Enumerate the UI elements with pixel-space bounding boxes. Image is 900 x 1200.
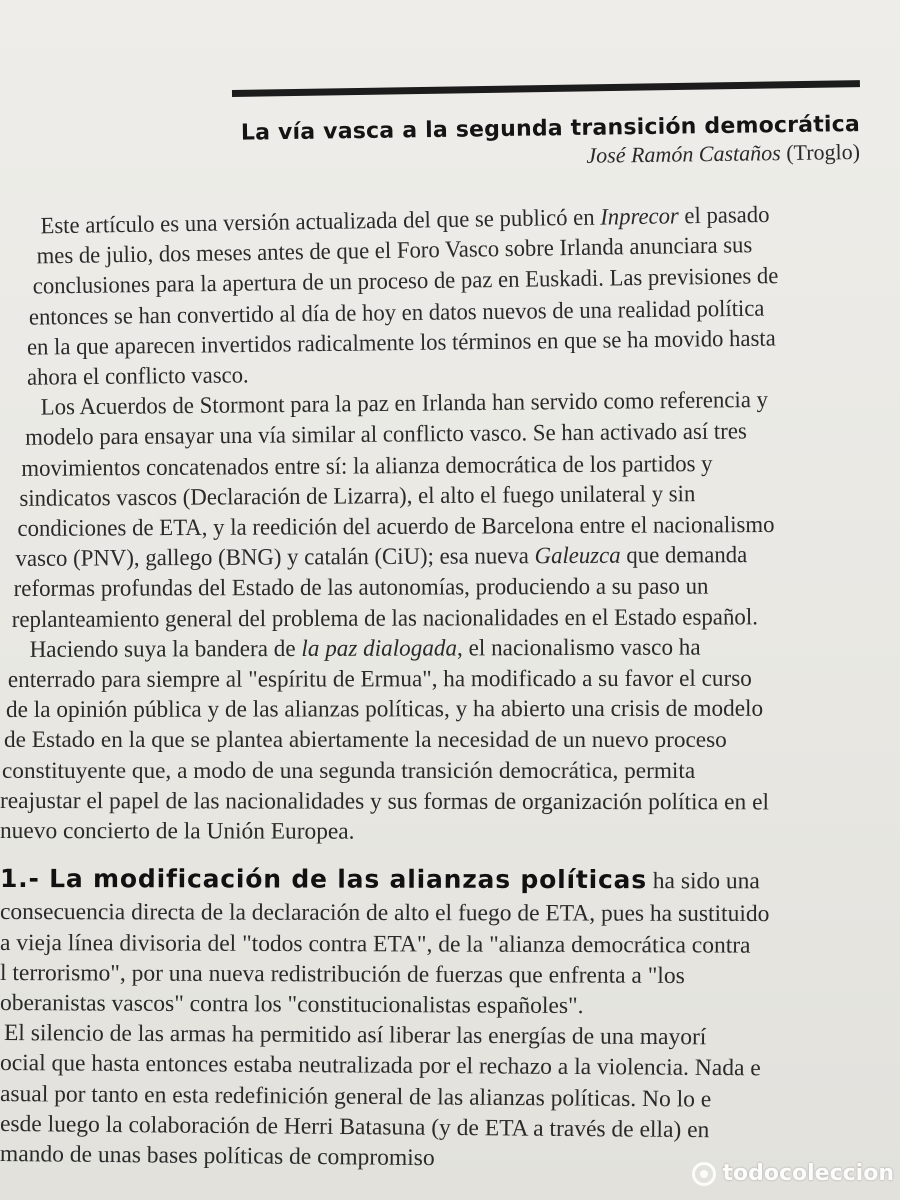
text-segment: en la que aparecen invertidos radicalmente los términos en que se ha movido hasta (26, 325, 776, 361)
text-segment: movimientos concatenados entre sí: la alianza democrática de los partidos y (21, 450, 713, 482)
watermark-text: todocoleccion (722, 1161, 894, 1186)
text-segment: conclusiones para la apertura de un proceso de paz en Euskadi. Las previsiones de (32, 263, 779, 300)
italic-text: la paz dialogada (301, 635, 458, 662)
text-segment: sindicatos vascos (Declaración de Lizarra), el alto el fuego unilateral y sin (19, 480, 696, 512)
header-rule (232, 80, 860, 97)
italic-text: Galeuzca (534, 542, 621, 570)
text-line (0, 509, 873, 544)
text-line (0, 897, 900, 930)
text-segment: , el nacionalismo vasco ha (456, 634, 701, 662)
text-segment: modelo para ensayar una vía similar al conflicto vasco. Se han activado así tres (25, 418, 747, 452)
text-segment: mando de unas bases políticas de compromiso (0, 1141, 435, 1172)
watermark (692, 1161, 894, 1186)
text-line (0, 663, 887, 695)
section-heading: 1.- La modificación de las alianzas políticas (0, 864, 647, 895)
text-segment: replanteamiento general del problema de las nacionalidades en el Estado español. (11, 603, 759, 633)
text-line (0, 478, 873, 514)
text-segment: de la opinión pública y de las alianzas políticas, y ha abierto una crisis de modelo (5, 695, 764, 724)
text-segment: condiciones de ETA, y la reedición del acuerdo de Barcelona entre el nacionalismo (17, 511, 775, 542)
article-body (0, 201, 900, 1172)
text-segment: ha sido una (646, 868, 760, 895)
author-alias: (Troglo) (786, 139, 861, 166)
author-name: José Ramón Castaños (586, 140, 781, 168)
text-segment: l terrorismo", por una nueva redistribución de fuerzas que enfrenta a "los (0, 959, 685, 989)
text-line (0, 602, 878, 635)
text-segment: nuevo concierto de la Unión Europea. (0, 818, 355, 845)
text-line (0, 694, 891, 726)
text-line (0, 816, 896, 848)
article-header (220, 112, 861, 168)
article-title: La vía vasca a la segunda transición democrática (240, 112, 861, 146)
text-line (0, 988, 900, 1023)
text-segment: Este artículo es una versión actualizada del que se publicó en (40, 204, 601, 240)
text-segment: el pasado (678, 201, 770, 230)
text-segment: que demanda (620, 542, 748, 569)
text-segment: asual por tanto en esta redefinición general de las alianzas políticas. No lo e (0, 1080, 712, 1113)
text-segment: constituyente que, a modo de una segunda transición democrática, permita (1, 757, 696, 784)
text-line (0, 928, 900, 961)
text-segment: esde luego la colaboración de Herri Batasuna (y de ETA a través de ella) en (0, 1110, 710, 1144)
text-segment: de Estado en la que se plantea abiertamente la necesidad de un nuevo proceso (3, 727, 727, 754)
text-segment: reajustar el papel de las nacionalidades y sus formas de organización política en el (0, 787, 769, 816)
text-segment: ahora el conflicto vasco. (26, 362, 249, 391)
text-segment: reformas profundas del Estado de las autonomías, produciendo a su paso un (13, 573, 709, 603)
text-line (0, 632, 887, 665)
text-segment: ocial que hasta entonces estaba neutralizada por el rechazo a la violencia. Nada e (0, 1050, 761, 1082)
text-segment: enterrado para siempre al "espíritu de Ermua", ha modificado a su favor el curso (7, 665, 752, 694)
text-segment: entonces se han convertido al día de hoy en datos nuevos de una realidad política (28, 295, 765, 331)
text-line (0, 540, 873, 575)
text-segment: a vieja línea divisoria del "todos contra ETA", de la "alianza democrática contra (0, 929, 751, 959)
italic-text: Inprecor (600, 203, 679, 231)
text-segment: mes de julio, dos meses antes de que el Foro Vasco sobre Irlanda anunciara sus (36, 232, 753, 270)
text-line (0, 571, 878, 604)
text-segment: oberanistas vascos" contra los "constitucionalistas españoles". (0, 990, 584, 1020)
text-segment: El silencio de las armas ha permitido así liberar las energías de una mayorí (3, 1020, 707, 1051)
text-line (0, 786, 896, 818)
text-segment: vasco (PNV), gallego (BNG) y catalán (CiU); esa nueva (15, 543, 535, 573)
text-segment: Haciendo suya la bandera de (29, 635, 302, 663)
text-segment: consecuencia directa de la declaración de alto el fuego de ETA, pues ha sustituido (0, 899, 770, 928)
text-line (0, 756, 891, 786)
watermark-logo-icon (692, 1162, 716, 1186)
section-first-line (0, 864, 900, 897)
text-segment: Los Acuerdos de Stormont para la paz en Irlanda han servido como referencia y (40, 387, 769, 421)
text-line (0, 725, 891, 755)
text-line (0, 958, 900, 992)
